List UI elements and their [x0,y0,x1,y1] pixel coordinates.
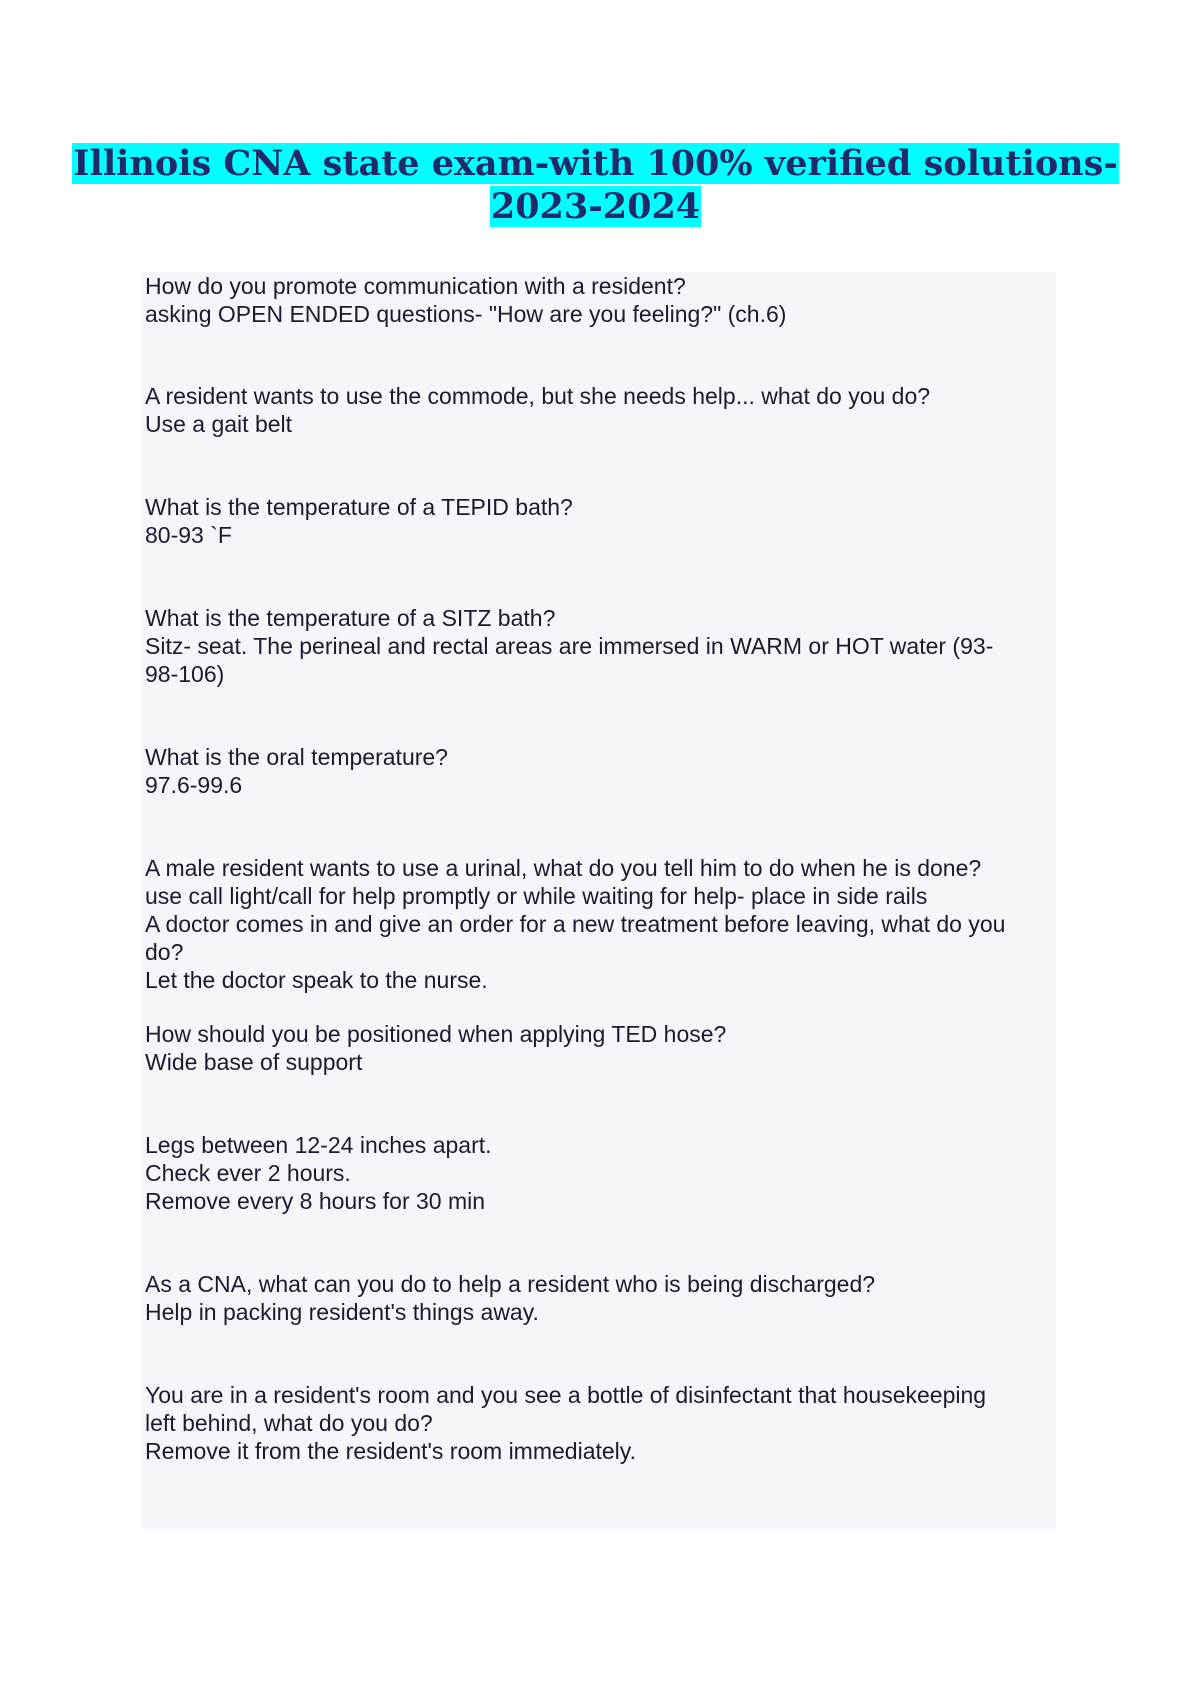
qa-item [145,743,1055,799]
question-text: What is the oral temperature? [145,744,448,770]
answer-text: 80-93 `F [145,522,232,548]
question-text: left behind, what do you do? [145,1410,433,1436]
qa-item [145,382,1055,438]
answer-text: Use a gait belt [145,411,293,437]
answer-text: use call light/call for help promptly or while waiting for help- place in side rails [145,883,928,909]
question-text: How should you be positioned when applying TED hose? [145,1021,727,1047]
answer-text: Let the doctor speak to the nurse. [145,967,488,993]
answer-text: Remove it from the resident's room immediately. [145,1438,636,1464]
qa-section [142,272,1056,1529]
qa-item [145,1020,1055,1076]
answer-text: Sitz- seat. The perineal and rectal areas are immersed in WARM or HOT water (93- [145,633,994,659]
question-text: A resident wants to use the commode, but she needs help... what do you do? [145,383,931,409]
question-text: As a CNA, what can you do to help a resident who is being discharged? [145,1271,876,1297]
answer-text: Help in packing resident's things away. [145,1299,539,1325]
question-text: A male resident wants to use a urinal, what do you tell him to do when he is done? [145,855,982,881]
answer-text: Wide base of support [145,1049,363,1075]
qa-item [145,493,1055,549]
qa-item [145,854,1055,994]
qa-item [145,272,1055,328]
answer-text: 98-106) [145,661,225,687]
question-text: A doctor comes in and give an order for a new treatment before leaving, what do you [145,911,1006,937]
answer-text: asking OPEN ENDED questions- "How are you feeling?" (ch.6) [145,301,787,327]
question-text: What is the temperature of a SITZ bath? [145,605,556,631]
qa-item [145,604,1055,688]
title-line-1: Illinois CNA state exam-with 100% verified solutions- [73,143,1118,184]
answer-text: Legs between 12-24 inches apart. [145,1132,492,1158]
title-line-2: 2023-2024 [490,186,701,227]
question-text: How do you promote communication with a resident? [145,273,686,299]
document-title [0,142,1191,228]
question-text: You are in a resident's room and you see a bottle of disinfectant that housekeeping [145,1382,987,1408]
qa-item [145,1270,1055,1326]
question-text: do? [145,939,184,965]
qa-item [145,1131,1055,1215]
question-text: What is the temperature of a TEPID bath? [145,494,573,520]
answer-text: Remove every 8 hours for 30 min [145,1188,486,1214]
qa-item [145,1381,1055,1465]
answer-text: 97.6-99.6 [145,772,243,798]
answer-text: Check ever 2 hours. [145,1160,351,1186]
